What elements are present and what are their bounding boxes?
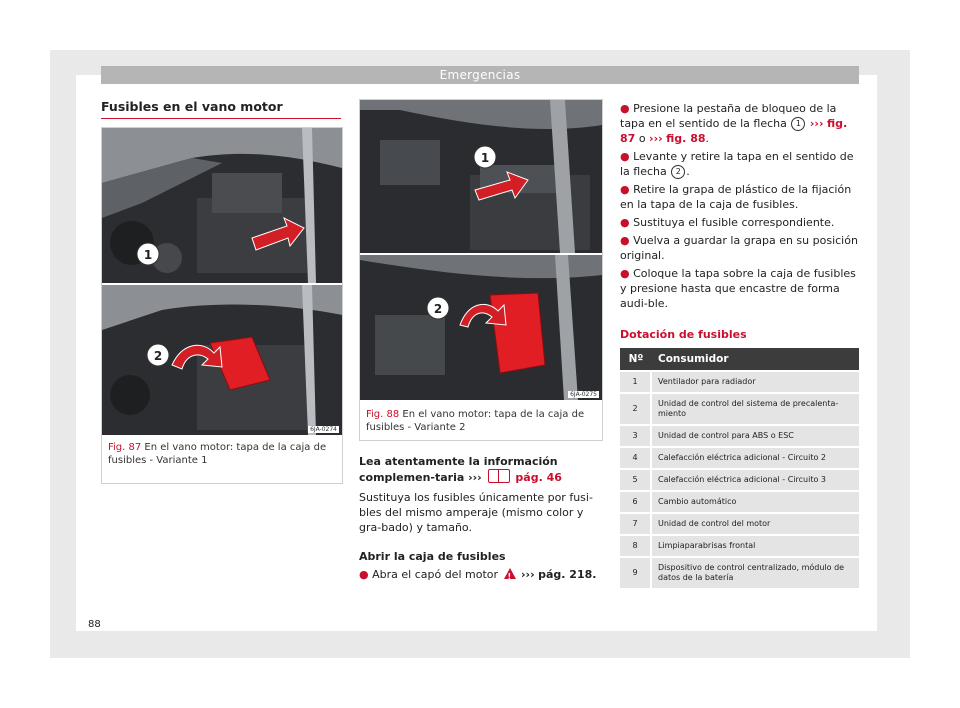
engine-photo-variant1-step2	[102, 285, 342, 435]
open-step	[359, 567, 601, 582]
step-6	[620, 266, 860, 311]
step-2-end: .	[686, 165, 690, 178]
callout-1: 1	[143, 248, 153, 262]
fuse-table-title: Dotación de fusibles	[620, 328, 747, 341]
fuse-consumer: Unidad de control del sistema de precalenta-miento	[652, 394, 859, 424]
step-1-arrows-2: ›››	[649, 132, 663, 145]
step-1	[620, 101, 860, 146]
table-row	[620, 372, 859, 392]
callout-1: 1	[480, 151, 490, 165]
step-list	[620, 101, 860, 311]
step-6-text: Coloque la tapa sobre la caja de fusibles y presione hasta que encastre de forma audi-ble.	[620, 267, 856, 310]
step-5-text: Vuelva a guardar la grapa en su posición original.	[620, 234, 858, 262]
table-row	[620, 514, 859, 534]
figure-caption	[366, 408, 596, 434]
figure-87	[101, 127, 343, 484]
open-step-arrows: ›››	[521, 568, 535, 581]
fuse-table	[620, 346, 859, 590]
table-row	[620, 536, 859, 556]
fuse-number: 6	[620, 492, 652, 512]
fuse-consumer: Dispositivo de control centralizado, módulo de datos de la batería	[652, 558, 859, 588]
caption-fig-label: Fig. 87	[108, 442, 142, 453]
fuse-consumer: Ventilador para radiador	[652, 372, 859, 392]
column-header-number: Nº	[620, 348, 652, 370]
open-step-text: Abra el capó del motor	[372, 568, 499, 581]
table-row	[620, 558, 859, 588]
chapter-header: Emergencias	[101, 66, 859, 84]
step-1-arrows-1: ›››	[809, 117, 824, 130]
step-2-text: Levante y retire la tapa en el sentido de la flecha	[620, 150, 854, 178]
fig-87-link[interactable]: fig. 87	[620, 117, 848, 145]
step-4-text: Sustituya el fusible correspondiente.	[633, 216, 835, 229]
step-3	[620, 182, 860, 212]
bullet: ●	[620, 216, 630, 229]
table-row	[620, 470, 859, 490]
step-1-end: .	[705, 132, 709, 145]
open-heading: Abrir la caja de fusibles	[359, 550, 506, 563]
table-row	[620, 426, 859, 446]
fuse-consumer: Unidad de control del motor	[652, 514, 859, 534]
bullet: ●	[620, 150, 630, 163]
fuse-consumer: Calefacción eléctrica adicional - Circuito 3	[652, 470, 859, 490]
fuse-consumer: Calefacción eléctrica adicional - Circuito 2	[652, 448, 859, 468]
step-3-text: Retire la grapa de plástico de la fijación en la tapa de la caja de fusibles.	[620, 183, 852, 211]
table-header-row	[620, 348, 859, 370]
callout-badge-2: 2	[671, 165, 685, 179]
table-body	[620, 372, 859, 588]
callout-badge-1: 1	[791, 117, 805, 131]
info-note-arrows: ›››	[468, 471, 482, 484]
section-title: Fusibles en el vano motor	[101, 99, 283, 114]
engine-photo-variant2-step2	[360, 255, 602, 400]
fuse-number: 3	[620, 426, 652, 446]
step-2	[620, 149, 860, 179]
caption-fig-label: Fig. 88	[366, 409, 400, 420]
step-1-text: Presione la pestaña de bloqueo de la tapa en el sentido de la flecha	[620, 102, 837, 130]
caption-text: En el vano motor: tapa de la caja de fusibles - Variante 2	[366, 409, 585, 433]
callout-2: 2	[433, 302, 443, 316]
fuse-number: 5	[620, 470, 652, 490]
step-4	[620, 215, 860, 230]
callout-2: 2	[153, 349, 163, 363]
section-divider	[101, 118, 341, 119]
fuse-number: 9	[620, 558, 652, 588]
fuse-number: 4	[620, 448, 652, 468]
warning-icon	[504, 568, 516, 579]
fig-88-link[interactable]: fig. 88	[666, 132, 706, 145]
fuse-number: 2	[620, 394, 652, 424]
figure-88	[359, 99, 603, 441]
bullet: ●	[620, 234, 630, 247]
table-row	[620, 448, 859, 468]
fuse-number: 7	[620, 514, 652, 534]
column-header-consumer: Consumidor	[652, 348, 859, 370]
info-note	[359, 454, 601, 485]
fuse-paragraph: Sustituya los fusibles únicamente por fusi-bles del mismo amperaje (mismo color y gra-bado) y tamaño.	[359, 491, 593, 534]
bullet: ●	[620, 267, 630, 280]
bullet: ●	[620, 102, 630, 115]
book-icon	[488, 469, 510, 483]
page-number: 88	[88, 619, 101, 630]
fuse-consumer: Cambio automático	[652, 492, 859, 512]
info-note-text: Lea atentamente la información complemen-taria	[359, 455, 558, 484]
step-5	[620, 233, 860, 263]
open-step-link[interactable]: pág. 218.	[538, 568, 597, 581]
figure-caption	[108, 441, 336, 467]
image-code: 6JA-0274	[310, 426, 337, 433]
fuse-number: 1	[620, 372, 652, 392]
engine-photo-variant2-step1	[360, 100, 602, 253]
info-note-link[interactable]: pág. 46	[515, 471, 562, 484]
bullet: ●	[359, 568, 369, 581]
bullet: ●	[620, 183, 630, 196]
table-row	[620, 492, 859, 512]
caption-text: En el vano motor: tapa de la caja de fusibles - Variante 1	[108, 442, 327, 466]
image-code: 6JA-0275	[570, 391, 597, 398]
fuse-consumer: Limpiaparabrisas frontal	[652, 536, 859, 556]
table-row	[620, 394, 859, 424]
engine-photo-variant1-step1	[102, 128, 342, 283]
fuse-number: 8	[620, 536, 652, 556]
step-1-or: o	[638, 132, 646, 145]
fuse-consumer: Unidad de control para ABS o ESC	[652, 426, 859, 446]
